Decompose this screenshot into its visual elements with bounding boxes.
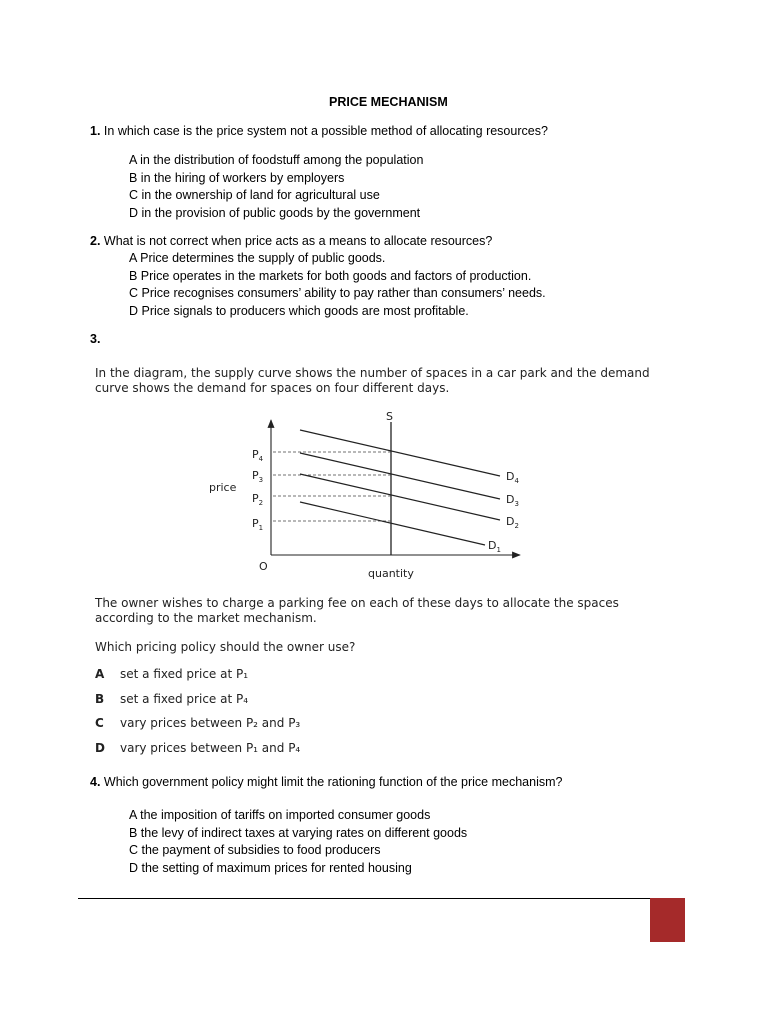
question-1-text: In which case is the price system not a possible method of allocating resources?	[103, 124, 548, 138]
option-b: B in the hiring of workers by employers	[129, 170, 345, 185]
answer-d	[95, 741, 300, 755]
option-d: D Price signals to producers which goods are most profitable.	[129, 303, 469, 318]
question-3-prompt: Which pricing policy should the owner use?	[95, 640, 356, 654]
answer-letter: D	[95, 741, 105, 755]
option-a: A Price determines the supply of public goods.	[129, 251, 386, 265]
answer-letter: B	[95, 692, 105, 706]
option-d: D the setting of maximum prices for rented housing	[129, 860, 412, 875]
question-2-number: 2.	[90, 234, 101, 248]
price-label-p2: $P_2$	[252, 492, 264, 507]
option-a: A the imposition of tariffs on imported consumer goods	[129, 808, 431, 822]
answer-letter: A	[95, 667, 105, 681]
question-4-text: Which government policy might limit the rationing function of the price mechanism?	[103, 775, 563, 789]
question-1	[90, 124, 548, 138]
answer-text: vary prices between P₁ and P₄	[120, 741, 301, 755]
answer-text: set a fixed price at P₄	[120, 692, 249, 706]
demand-label-d1: $D_1$	[488, 539, 501, 554]
price-label-p4: $P_4$	[252, 448, 264, 463]
question-3-number: 3.	[90, 332, 101, 346]
answer-text: vary prices between P₂ and P₃	[120, 716, 301, 730]
price-label-p1: $P_1$	[252, 517, 264, 532]
supply-label: S	[386, 410, 393, 423]
demand-curve-d2	[300, 474, 500, 520]
answer-b	[95, 692, 248, 706]
supply-demand-diagram	[200, 400, 530, 585]
answer-text: set a fixed price at P₁	[120, 667, 249, 681]
question-3-intro-line-1: In the diagram, the supply curve shows the number of spaces in a car park and the demand	[95, 366, 650, 380]
option-d: D in the provision of public goods by the government	[129, 205, 421, 220]
answer-a	[95, 667, 248, 681]
question-1-number: 1.	[90, 124, 101, 138]
option-b: B the levy of indirect taxes at varying rates on different goods	[129, 825, 468, 840]
question-4-options	[129, 807, 467, 877]
question-2-options	[129, 250, 546, 320]
option-c: C Price recognises consumers’ ability to pay rather than consumers’ needs.	[129, 286, 546, 300]
demand-label-d4: $D_4$	[506, 470, 519, 485]
question-3-after-line-1: The owner wishes to charge a parking fee on each of these days to allocate the spaces	[95, 596, 619, 610]
question-3-after-line-2: according to the market mechanism.	[95, 611, 317, 625]
demand-label-d2: $D_2$	[506, 515, 519, 530]
question-2	[90, 234, 492, 248]
question-2-text: What is not correct when price acts as a means to allocate resources?	[103, 234, 493, 248]
footer-accent-box	[650, 898, 685, 942]
y-axis-label: price	[209, 481, 237, 494]
option-b: B Price operates in the markets for both goods and factors of production.	[129, 268, 532, 283]
demand-curve-d3	[300, 453, 500, 499]
page-title: PRICE MECHANISM	[329, 95, 448, 109]
question-1-options	[129, 152, 423, 222]
x-axis-label: quantity	[368, 567, 414, 580]
answer-letter: C	[95, 716, 104, 730]
demand-curve-d4	[300, 430, 500, 476]
question-4	[90, 775, 562, 789]
demand-curve-d1	[300, 502, 485, 545]
demand-label-d3: $D_3$	[506, 493, 519, 508]
price-label-p3: $P_3$	[252, 469, 264, 484]
option-c: C in the ownership of land for agricultural use	[129, 188, 380, 202]
footer-rule	[78, 898, 650, 899]
answer-c	[95, 716, 300, 730]
question-3-intro-line-2: curve shows the demand for spaces on four different days.	[95, 381, 450, 395]
option-c: C the payment of subsidies to food producers	[129, 843, 381, 857]
origin-label: O	[259, 560, 268, 573]
question-4-number: 4.	[90, 775, 101, 789]
option-a: A in the distribution of foodstuff among the population	[129, 153, 424, 167]
